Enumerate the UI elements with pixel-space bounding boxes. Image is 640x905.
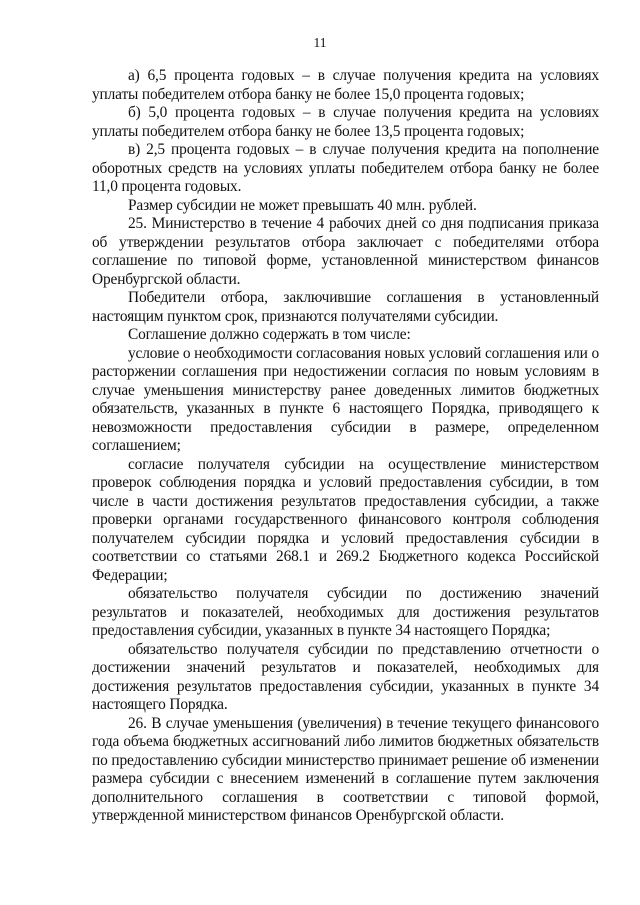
paragraph-subsidy-rate-a: а) 6,5 процента годовых – в случае получения кредита на условиях уплаты победителем отбора банку не более 15,0 процента годовых; [92,67,599,103]
paragraph-subsidy-rate-c: в) 2,5 процента годовых – в случае получения кредита на пополнение оборотных средств на условиях уплаты победителем отбора банку не более 11,0 процента годовых. [92,141,599,195]
paragraph-section-26: 26. В случае уменьшения (увеличения) в течение текущего финансового года объема бюджетных ассигнований либо лимитов бюджетных обязательств по предоставлению субсидии министерство принимает решение об изменении размера субсидии с внесением изменений в соглашение путем заключения дополнительного соглашения в соответствии с типовой формой, утвержденной министерством финансов Оренбургской области. [92,714,599,824]
paragraph-obligation-results: обязательство получателя субсидии по достижению значений результатов и показателей, необходимых для достижения результатов предоставления субсидии, указанных в пункте 34 настоящего Порядка; [92,585,599,639]
paragraph-obligation-reporting: обязательство получателя субсидии по представлению отчетности о достижении значений результатов и показателей, необходимых для достижения результатов предоставления субсидии, указанных в пункте 34 настоящего Порядка. [92,640,599,713]
paragraph-subsidy-limit: Размер субсидии не может превышать 40 млн. рублей. [128,196,477,214]
document-body [92,67,599,826]
paragraph-agreement-contents: Соглашение должно содержать в том числе: [128,326,411,343]
paragraph-subsidy-rate-b: б) 5,0 процента годовых – в случае получения кредита на условиях уплаты победителем отбора банку не более 13,5 процента годовых; [92,104,599,140]
paragraph-consent-inspections: согласие получателя субсидии на осуществление министерством проверок соблюдения порядка и условий предоставления субсидии, в том числе в части достижения результатов предоставления субсидии, а также проверки органами государственного финансового контроля соблюдения получателем субсидии порядка и условий предоставления субсидии в соответствии со статьями 268.1 и 269.2 Бюджетного кодекса Российской Федерации; [92,455,599,584]
paragraph-section-25: 25. Министерство в течение 4 рабочих дней со дня подписания приказа об утверждении результатов отбора заключает с победителями отбора соглашение по типовой форме, установленной министерством финансов Оренбургской области. [92,215,599,288]
paragraph-condition-renegotiation: условие о необходимости согласования новых условий соглашения или о расторжении соглашения при недостижении согласия по новым условиям в случае уменьшения министерству ранее доведенных лимитов бюджетных обязательств, указанных в пункте 6 настоящего Порядка, приводящего к невозможности предоставления субсидии в размере, определенном соглашением; [92,344,599,454]
paragraph-winners: Победители отбора, заключившие соглашения в установленный настоящим пунктом срок, признаются получателями субсидии. [92,289,599,325]
page-number: 11 [313,35,327,50]
